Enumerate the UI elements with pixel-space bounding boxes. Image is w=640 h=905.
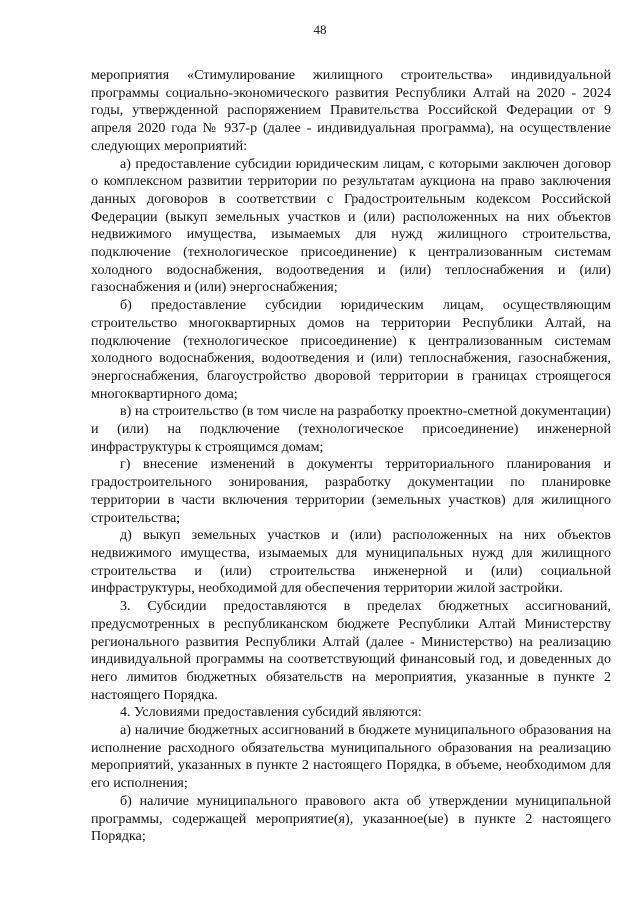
- paragraph-item-v: в) на строительство (в том числе на разработку проектно-сметной документации) и (или) на подключение (технологическое присоединение) инженерной инфраструктуры к строящимся домам;: [91, 403, 611, 455]
- paragraph-item-a: а) предоставление субсидии юридическим лицам, с которыми заключен договор о комплексном развитии территории по результатам аукциона на право заключения данных договоров в соответствии с Градостроительным кодексом Российской Федерации (выкуп земельных участков и (или) расположенных на них объектов недвижимого имущества, изымаемых для нужд жилищного строительства, подключение (технологическое присоединение) к централизованным системам холодного водоснабжения, водоотведения и (или) теплоснабжения и (или) газоснабжения и (или) энергоснабжения;: [91, 155, 611, 296]
- paragraph-item-d: д) выкуп земельных участков и (или) расположенных на них объектов недвижимого имущества, изымаемых для муниципальных нужд для жилищного строительства и (или) строительства инженерной и (или) социальной инфраструктуры, необходимой для обеспечения территории жилой застройки.: [91, 527, 611, 597]
- paragraph-condition-b: б) наличие муниципального правового акта об утверждении муниципальной программы, содержащей мероприятие(я), указанное(ые) в пункте 2 настоящего Порядка;: [91, 792, 611, 845]
- paragraph-clause-3: 3. Субсидии предоставляются в пределах бюджетных ассигнований, предусмотренных в республиканском бюджете Республики Алтай Министерству регионального развития Республики Алтай (далее - Министерство) на реализацию индивидуальной программы на соответствующий финансовый год, и доведенных до него лимитов бюджетных обязательств на мероприятия, указанные в пункте 2 настоящего Порядка.: [91, 598, 611, 703]
- document-body: [91, 67, 611, 846]
- paragraph-item-g: г) внесение изменений в документы территориального планирования и градостроительного зонирования, разработку документации по планировке территории в части включения территории (земельных участков) для жилищного строительства;: [91, 456, 611, 526]
- paragraph-clause-4: 4. Условиями предоставления субсидий являются:: [120, 704, 422, 721]
- page-number: 48: [313, 22, 327, 37]
- paragraph-item-b: б) предоставление субсидии юридическим лицам, осуществляющим строительство многоквартирных домов на территории Республики Алтай, на подключение (технологическое присоединение) к централизованным системам холодного водоснабжения, водоотведения и (или) теплоснабжения, газоснабжения, энергоснабжения, благоустройство дворовой территории в границах строящегося многоквартирного дома;: [91, 297, 611, 402]
- paragraph-condition-a: а) наличие бюджетных ассигнований в бюджете муниципального образования на исполнение расходного обязательства муниципального образования на реализацию мероприятий, указанных в пункте 2 настоящего Порядка, в объеме, необходимом для его исполнения;: [91, 722, 611, 792]
- paragraph-intro-continuation: мероприятия «Стимулирование жилищного строительства» индивидуальной программы социально-экономического развития Республики Алтай на 2020 - 2024 годы, утвержденной распоряжением Правительства Российской Федерации от 9 апреля 2020 года № 937-р (далее - индивидуальная программа), на осуществление следующих мероприятий:: [91, 67, 611, 154]
